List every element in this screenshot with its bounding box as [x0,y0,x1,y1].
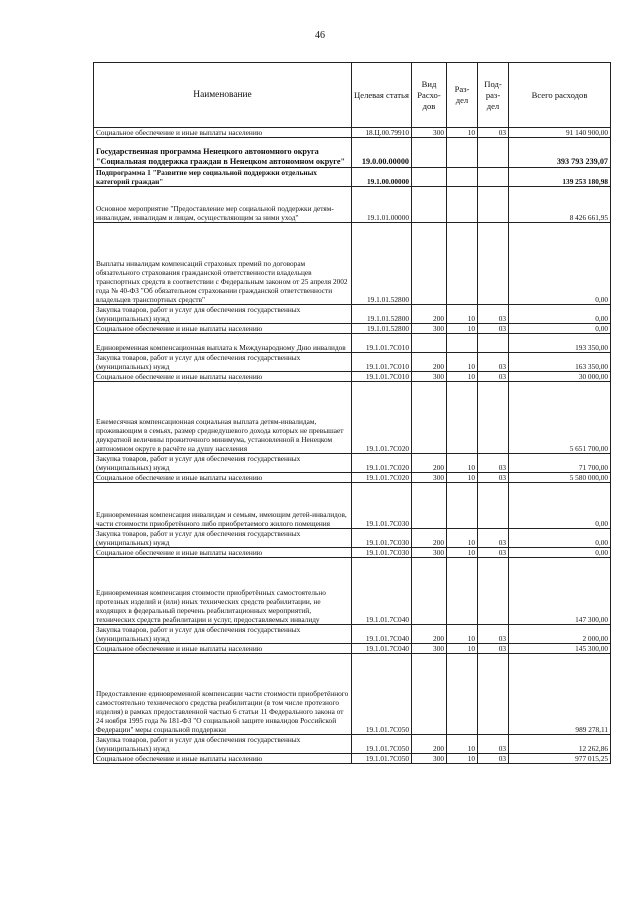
cell-podrazdel: 03 [478,324,509,334]
cell-total: 0,00 [509,529,611,548]
cell-total: 0,00 [509,548,611,558]
cell-vid: 300 [412,473,447,483]
cell-total: 0,00 [509,305,611,324]
cell-name: Ежемесячная компенсационная социальная выплата детям-инвалидам, проживающим в семьях, размер среднедушевого дохода которых не превышает двукратной величины прожиточного минимума, установленной в Ненецком автономном округе в расчёте на душу населения [94,382,352,454]
cell-total: 12 262,86 [509,735,611,754]
table-row [94,138,611,168]
cell-podrazdel: 03 [478,454,509,473]
table-body [94,128,611,764]
cell-name: Государственная программа Ненецкого автономного округа "Социальная поддержка граждан в Ненецком автономном округе" [94,138,352,168]
cell-razdel: 10 [447,324,478,334]
cell-podrazdel [478,558,509,625]
cell-razdel [447,654,478,735]
cell-razdel: 10 [447,353,478,372]
header-total: Всего расходов [509,63,611,128]
cell-podrazdel [478,138,509,168]
cell-razdel: 10 [447,372,478,382]
cell-target-code: 19.1.01.00000 [352,187,412,223]
cell-podrazdel: 03 [478,128,509,138]
cell-podrazdel: 03 [478,625,509,644]
cell-target-code: 19.1.01.52800 [352,324,412,334]
cell-razdel: 10 [447,754,478,764]
cell-target-code: 19.1.01.7C050 [352,735,412,754]
cell-target-code: 19.1.01.7C020 [352,382,412,454]
cell-razdel: 10 [447,735,478,754]
cell-target-code: 19.1.01.7C020 [352,454,412,473]
cell-razdel: 10 [447,548,478,558]
header-vid: Вид Расхо- дов [412,63,447,128]
table-row [94,754,611,764]
table-row [94,473,611,483]
cell-target-code: 19.1.01.7C030 [352,529,412,548]
cell-target-code: 19.1.01.7C030 [352,483,412,529]
cell-podrazdel: 03 [478,305,509,324]
cell-razdel [447,223,478,305]
cell-target-code: 19.1.01.7C030 [352,548,412,558]
cell-name: Социальное обеспечение и иные выплаты населению [94,644,352,654]
cell-name: Социальное обеспечение и иные выплаты населению [94,372,352,382]
cell-razdel: 10 [447,529,478,548]
cell-target-code: 19.1.01.7C020 [352,473,412,483]
cell-podrazdel: 03 [478,353,509,372]
cell-vid [412,138,447,168]
cell-razdel: 10 [447,625,478,644]
cell-target-code: 19.1.01.7C010 [352,334,412,353]
cell-total: 2 000,00 [509,625,611,644]
cell-razdel: 10 [447,454,478,473]
cell-total: 0,00 [509,223,611,305]
cell-total: 163 350,00 [509,353,611,372]
cell-name: Предоставление единовременной компенсации части стоимости приобретённого самостоятельно технического средства реабилитации (в том числе протезного изделия) в рамках предоставленной частью 6 статьи 11 Федерального закона от 24 ноября 1995 года № 181-ФЗ "О социальной защите инвалидов Российской Федерации" меры социальной поддержки [94,654,352,735]
cell-podrazdel [478,334,509,353]
table-row [94,558,611,625]
cell-name: Социальное обеспечение и иные выплаты населению [94,754,352,764]
cell-razdel: 10 [447,305,478,324]
cell-razdel: 10 [447,644,478,654]
cell-total: 393 793 239,07 [509,138,611,168]
cell-target-code: 19.0.00.00000 [352,138,412,168]
cell-name: Закупка товаров, работ и услуг для обеспечения государственных (муниципальных) нужд [94,305,352,324]
cell-razdel [447,168,478,187]
cell-total: 193 350,00 [509,334,611,353]
cell-name: Закупка товаров, работ и услуг для обеспечения государственных (муниципальных) нужд [94,353,352,372]
cell-vid [412,223,447,305]
cell-name: Единовременная компенсационная выплата к Международному Дню инвалидов [94,334,352,353]
cell-total: 8 426 661,95 [509,187,611,223]
table-row [94,735,611,754]
cell-podrazdel [478,483,509,529]
cell-podrazdel: 03 [478,372,509,382]
cell-target-code: 19.1.01.7C040 [352,558,412,625]
cell-vid: 200 [412,625,447,644]
cell-podrazdel: 03 [478,473,509,483]
cell-total: 145 300,00 [509,644,611,654]
cell-podrazdel: 03 [478,529,509,548]
cell-razdel [447,483,478,529]
cell-name: Социальное обеспечение и иные выплаты населению [94,128,352,138]
cell-total: 71 700,00 [509,454,611,473]
table-row [94,625,611,644]
cell-vid: 300 [412,128,447,138]
cell-total: 5 580 000,00 [509,473,611,483]
cell-target-code: 19.1.00.00000 [352,168,412,187]
header-razdel: Раз- дел [447,63,478,128]
table-row [94,187,611,223]
cell-vid [412,654,447,735]
cell-podrazdel [478,382,509,454]
cell-vid [412,483,447,529]
table-row [94,654,611,735]
cell-vid: 200 [412,454,447,473]
cell-vid: 300 [412,324,447,334]
cell-target-code: 19.1.01.7C010 [352,372,412,382]
cell-target-code: 19.1.01.7C040 [352,625,412,644]
cell-vid: 300 [412,644,447,654]
cell-name: Закупка товаров, работ и услуг для обеспечения государственных (муниципальных) нужд [94,625,352,644]
cell-name: Подпрограмма 1 "Развитие мер социальной поддержки отдельных категорий граждан" [94,168,352,187]
table-row [94,168,611,187]
table-row [94,382,611,454]
cell-target-code: 19.1.01.52800 [352,305,412,324]
cell-podrazdel: 03 [478,735,509,754]
cell-vid: 200 [412,735,447,754]
cell-podrazdel: 03 [478,754,509,764]
page-number: 46 [315,30,325,41]
cell-vid [412,168,447,187]
header-podrazdel: Под- раз- дел [478,63,509,128]
table-row [94,353,611,372]
cell-total: 977 015,25 [509,754,611,764]
cell-razdel: 10 [447,128,478,138]
cell-name: Основное мероприятие "Предоставление мер социальной поддержки детям-инвалидам, инвалидам и лицам, осуществляющим за ними уход" [94,187,352,223]
cell-name: Единовременная компенсация стоимости приобретённых самостоятельно протезных изделий и (или) иных технических средств реабилитации, не входящих в федеральный перечень реабилитационных мероприятий, технических средств реабилитации и услуг, предоставляемых инвалиду [94,558,352,625]
cell-total: 0,00 [509,324,611,334]
cell-name: Социальное обеспечение и иные выплаты населению [94,548,352,558]
table-row [94,548,611,558]
table-row [94,372,611,382]
cell-vid [412,187,447,223]
cell-total: 91 140 900,00 [509,128,611,138]
table-row [94,644,611,654]
cell-name: Закупка товаров, работ и услуг для обеспечения государственных (муниципальных) нужд [94,735,352,754]
cell-vid [412,382,447,454]
table-row [94,529,611,548]
cell-total: 147 300,00 [509,558,611,625]
cell-podrazdel: 03 [478,548,509,558]
cell-name: Социальное обеспечение и иные выплаты населению [94,473,352,483]
cell-name: Социальное обеспечение и иные выплаты населению [94,324,352,334]
cell-total: 5 651 700,00 [509,382,611,454]
header-name: Наименование [94,63,352,128]
cell-razdel [447,334,478,353]
cell-vid: 200 [412,305,447,324]
cell-total: 0,00 [509,483,611,529]
cell-name: Закупка товаров, работ и услуг для обеспечения государственных (муниципальных) нужд [94,529,352,548]
cell-vid [412,558,447,625]
cell-podrazdel: 03 [478,644,509,654]
cell-name: Единовременная компенсация инвалидам и семьям, имеющим детей-инвалидов, части стоимости приобретённого либо приобретаемого жилого помещения [94,483,352,529]
cell-vid: 300 [412,548,447,558]
cell-total: 989 278,11 [509,654,611,735]
cell-vid: 300 [412,372,447,382]
table-row [94,305,611,324]
cell-target-code: 19.1.01.7C010 [352,353,412,372]
table-row [94,324,611,334]
cell-target-code: 18.Ц.00.79910 [352,128,412,138]
cell-name: Закупка товаров, работ и услуг для обеспечения государственных (муниципальных) нужд [94,454,352,473]
cell-podrazdel [478,187,509,223]
cell-total: 139 253 180,98 [509,168,611,187]
table-row [94,223,611,305]
table-row [94,483,611,529]
table-header-row [94,63,611,128]
cell-target-code: 19.1.01.52800 [352,223,412,305]
budget-table [93,62,611,764]
cell-total: 30 000,00 [509,372,611,382]
cell-target-code: 19.1.01.7C040 [352,644,412,654]
cell-razdel [447,558,478,625]
cell-vid: 200 [412,529,447,548]
cell-razdel [447,187,478,223]
cell-vid [412,334,447,353]
cell-razdel: 10 [447,473,478,483]
cell-podrazdel [478,654,509,735]
table-row [94,454,611,473]
cell-podrazdel [478,223,509,305]
cell-target-code: 19.1.01.7C050 [352,654,412,735]
cell-razdel [447,138,478,168]
cell-target-code: 19.1.01.7C050 [352,754,412,764]
header-target: Целевая статья [352,63,412,128]
cell-name: Выплаты инвалидам компенсаций страховых премий по договорам обязательного страхования гражданской ответственности владельцев транспортных средств в соответствии с Федеральным законом от 25 апреля 2002 года № 40-ФЗ "Об обязательном страховании гражданской ответственности владельцев транспортных средств" [94,223,352,305]
cell-vid: 200 [412,353,447,372]
table-row [94,128,611,138]
table-row [94,334,611,353]
cell-podrazdel [478,168,509,187]
cell-razdel [447,382,478,454]
cell-vid: 300 [412,754,447,764]
